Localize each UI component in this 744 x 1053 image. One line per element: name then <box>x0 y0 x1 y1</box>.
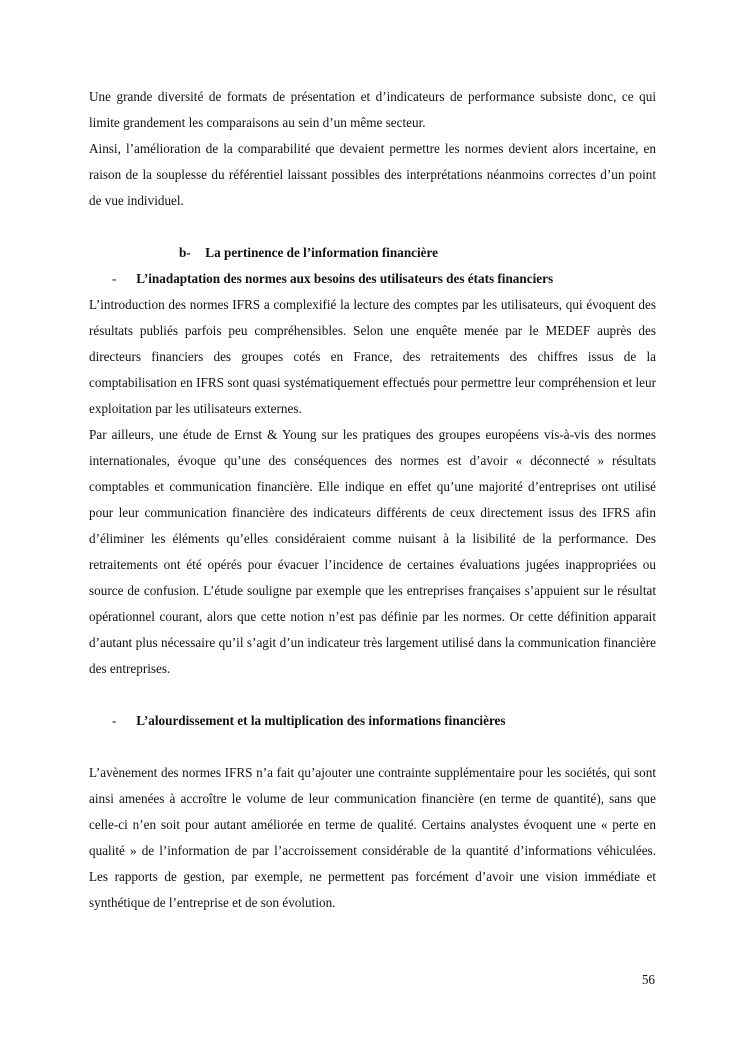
spacer <box>89 214 656 240</box>
bullet-title: L’inadaptation des normes aux besoins des utilisateurs des états financiers <box>136 271 554 286</box>
page-number: 56 <box>641 972 655 987</box>
paragraph: L’introduction des normes IFRS a complexifié la lecture des comptes par les utilisateurs, qui évoquent des résultats publiés parfois peu compréhensibles. Selon une enquête menée par le MEDEF auprès des directeurs financiers des groupes cotés en France, des retraitements des chiffres issus de la comptabilisation en IFRS sont quasi systématiquement effectués pour permettre leur compréhension et leur exploitation par les utilisateurs externes. <box>89 297 656 416</box>
bullet-marker: - <box>112 271 117 286</box>
section-label: b- <box>179 245 191 260</box>
spacer <box>89 682 656 708</box>
bullet-title: L’alourdissement et la multiplication des informations financières <box>136 713 506 728</box>
paragraph: L’avènement des normes IFRS n’a fait qu’ajouter une contrainte supplémentaire pour les sociétés, qui sont ainsi amenées à accroître le volume de leur communication financière (en terme de quantité), sans que celle-ci n’en soit pour autant améliorée en terme de qualité. Certains analystes évoquent une « perte en qualité » de l’information de par l’accroissement considérable de la quantité d’informations véhiculées. Les rapports de gestion, par exemple, ne permettent pas forcément d’avoir une vision immédiate et synthétique de l’entreprise et de son évolution. <box>89 765 656 910</box>
paragraph: Par ailleurs, une étude de Ernst & Young sur les pratiques des groupes européens vis-à-vis des normes internationales, évoque qu’une des conséquences des normes est d’avoir « déconnecté » résultats comptables et communication financière. Elle indique en effet qu’une majorité d’entreprises ont utilisé pour leur communication financière des indicateurs différents de ceux directement issus des IFRS afin d’éliminer les éléments qu’elles considéraient comme nuisant à la lisibilité de la performance. Des retraitements ont été opérés pour évacuer l’incidence de certaines évaluations jugées inappropriées ou source de confusion. L’étude souligne par exemple que les entreprises françaises s’appuient sur le résultat opérationnel courant, alors que cette notion n’est pas définie par les normes. Or cette définition apparait d’autant plus nécessaire qu’il s’agit d’un indicateur très largement utilisé dans la communication financière des entreprises. <box>89 427 656 676</box>
bullet-heading-2 <box>89 708 656 734</box>
paragraph: Une grande diversité de formats de présentation et d’indicateurs de performance subsiste donc, ce qui limite grandement les comparaisons au sein d’un même secteur. <box>89 89 656 130</box>
bullet-heading-1 <box>89 266 656 292</box>
paragraph: Ainsi, l’amélioration de la comparabilité que devaient permettre les normes devient alors incertaine, en raison de la souplesse du référentiel laissant possibles des interprétations néanmoins correctes d’un point de vue individuel. <box>89 141 656 208</box>
section-heading-b <box>89 240 656 266</box>
section-title: La pertinence de l’information financière <box>205 245 438 260</box>
bullet-marker: - <box>112 713 117 728</box>
spacer <box>89 734 656 760</box>
document-body <box>89 84 656 916</box>
